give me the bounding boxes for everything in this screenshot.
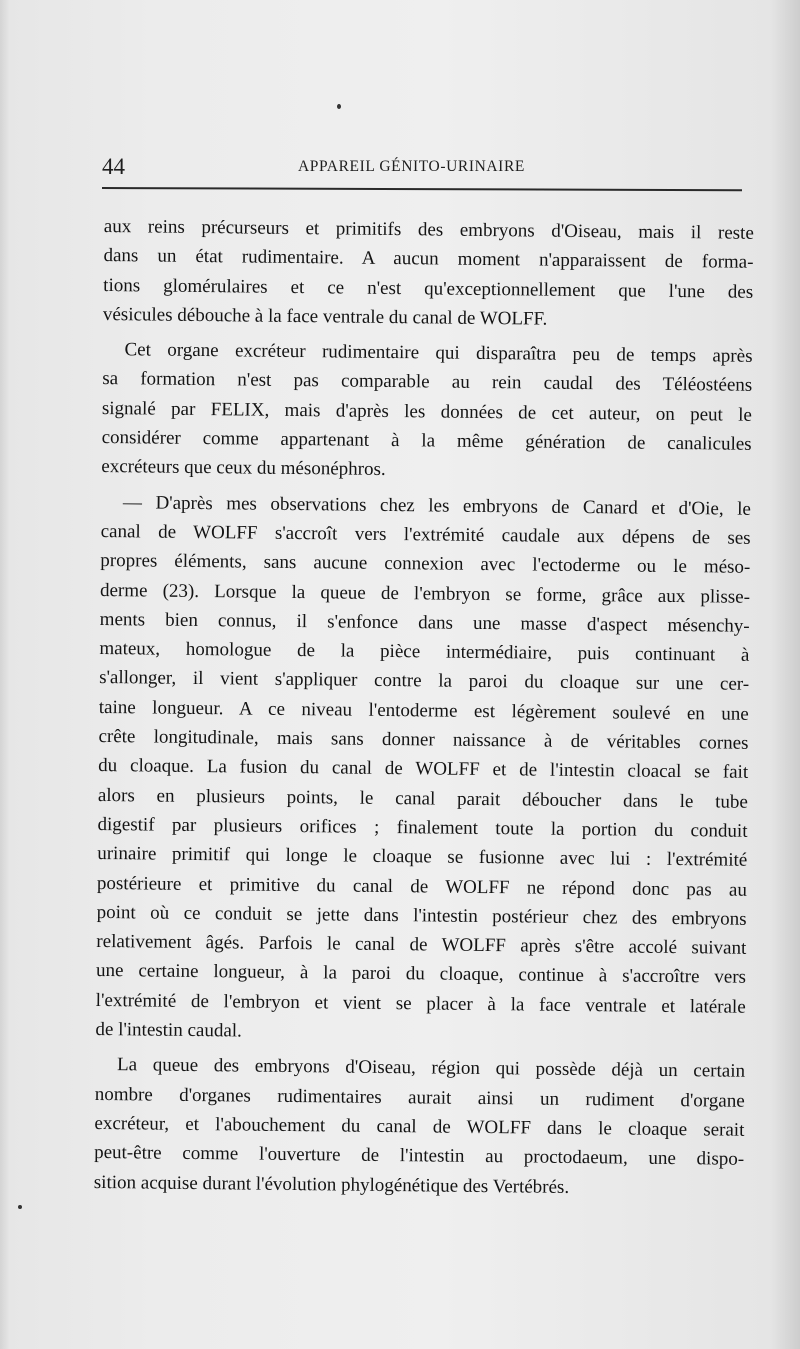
text-line: digestif par plusieurs orifices ; finalement toute la portion du conduit: [97, 813, 748, 842]
page-number: 44: [102, 154, 125, 179]
text-line: considérer comme appartenant à la même génération de canalicules: [101, 427, 752, 455]
ink-speck: [337, 104, 341, 109]
text-line: propres éléments, sans aucune connexion avec l'ectoderme ou le méso-: [100, 550, 751, 579]
text-line: derme (23). Lorsque la queue de l'embryon se forme, grâce aux plisse-: [99, 579, 751, 608]
text-line: relativement âgés. Parfois le canal de WOLFF après s'être accolé suivant: [96, 931, 747, 959]
ink-speck: [18, 1205, 22, 1209]
text-line: ments bien connus, il s'enfonce dans une masse d'aspect mésenchy-: [99, 608, 750, 637]
text-line: canal de WOLFF s'accroît vers l'extrémité caudale aux dépens de ses: [100, 520, 751, 549]
page-header: [102, 150, 752, 184]
text-line: de l'intestin caudal.: [95, 1018, 242, 1042]
text-line: peut-être comme l'ouverture de l'intestin au proctodaeum, une dispo-: [94, 1142, 745, 1170]
text-line: excréteurs que ceux du mésonéphros.: [101, 456, 386, 481]
text-line: point où ce conduit se jette dans l'intestin postérieur chez des embryons: [96, 901, 747, 930]
text-line: taine longueur. A ce niveau l'entoderme est légèrement soulevé en une: [98, 696, 749, 725]
text-line: crête longitudinale, mais sans donner naissance à de véritables cornes: [98, 726, 749, 754]
paragraph-4: [94, 1050, 745, 1203]
text-line: postérieure et primitive du canal de WOLFF ne répond donc pas au: [96, 872, 748, 901]
page-right-shadow: [770, 0, 800, 1349]
text-line: aux reins précurseurs et primitifs des embryons d'Oiseau, mais il reste: [103, 215, 754, 244]
page-left-shadow: [0, 0, 10, 1349]
text-line: sa formation n'est pas comparable au rein caudal des Téléostéens: [102, 368, 753, 397]
paragraph-1: [103, 212, 754, 336]
text-line: sition acquise durant l'évolution phylogénétique des Vertébrés.: [93, 1171, 570, 1198]
text-line: — D'après mes observations chez les embryons de Canard et d'Oie, le: [122, 491, 752, 520]
text-line: excréteur, et l'abouchement du canal de WOLFF dans le cloaque serait: [94, 1112, 745, 1141]
text-line: vésicules débouche à la face ventrale du canal de WOLFF.: [102, 303, 548, 330]
text-line: mateux, homologue de la pièce intermédiaire, puis continuant à: [99, 638, 750, 666]
text-line: dans un état rudimentaire. A aucun moment n'apparaissent de forma-: [103, 245, 754, 274]
text-line: alors en plusieurs points, le canal parait déboucher dans le tube: [97, 784, 748, 813]
paragraph-3: [95, 488, 751, 1051]
body-text: [94, 212, 754, 1204]
text-line: tions glomérulaires et ce n'est qu'exceptionnellement que l'une des: [103, 274, 754, 303]
text-line: signalé par FELIX, mais d'après les données de cet auteur, on peut le: [101, 397, 753, 426]
text-line: urinaire primitif qui longe le cloaque se fusionne avec lui : l'extrémité: [97, 843, 748, 872]
text-line: l'extrémité de l'embryon et vient se placer à la face ventrale et latérale: [95, 989, 746, 1018]
header-rule: [102, 187, 742, 191]
text-line: s'allonger, il vient s'appliquer contre la paroi du cloaque sur une cer-: [99, 667, 750, 696]
running-title: APPAREIL GÉNITO-URINAIRE: [298, 158, 525, 175]
text-line: du cloaque. La fusion du canal de WOLFF et de l'intestin cloacal se fait: [98, 755, 749, 784]
text-line: Cet organe excréteur rudimentaire qui disparaîtra peu de temps après: [124, 339, 753, 367]
text-line: La queue des embryons d'Oiseau, région qui possède déjà un certain: [116, 1054, 746, 1083]
paragraph-2: [101, 335, 752, 488]
text-line: une certaine longueur, à la paroi du cloaque, continue à s'accroître vers: [95, 960, 747, 989]
text-line: nombre d'organes rudimentaires aurait ainsi un rudiment d'organe: [94, 1083, 745, 1112]
